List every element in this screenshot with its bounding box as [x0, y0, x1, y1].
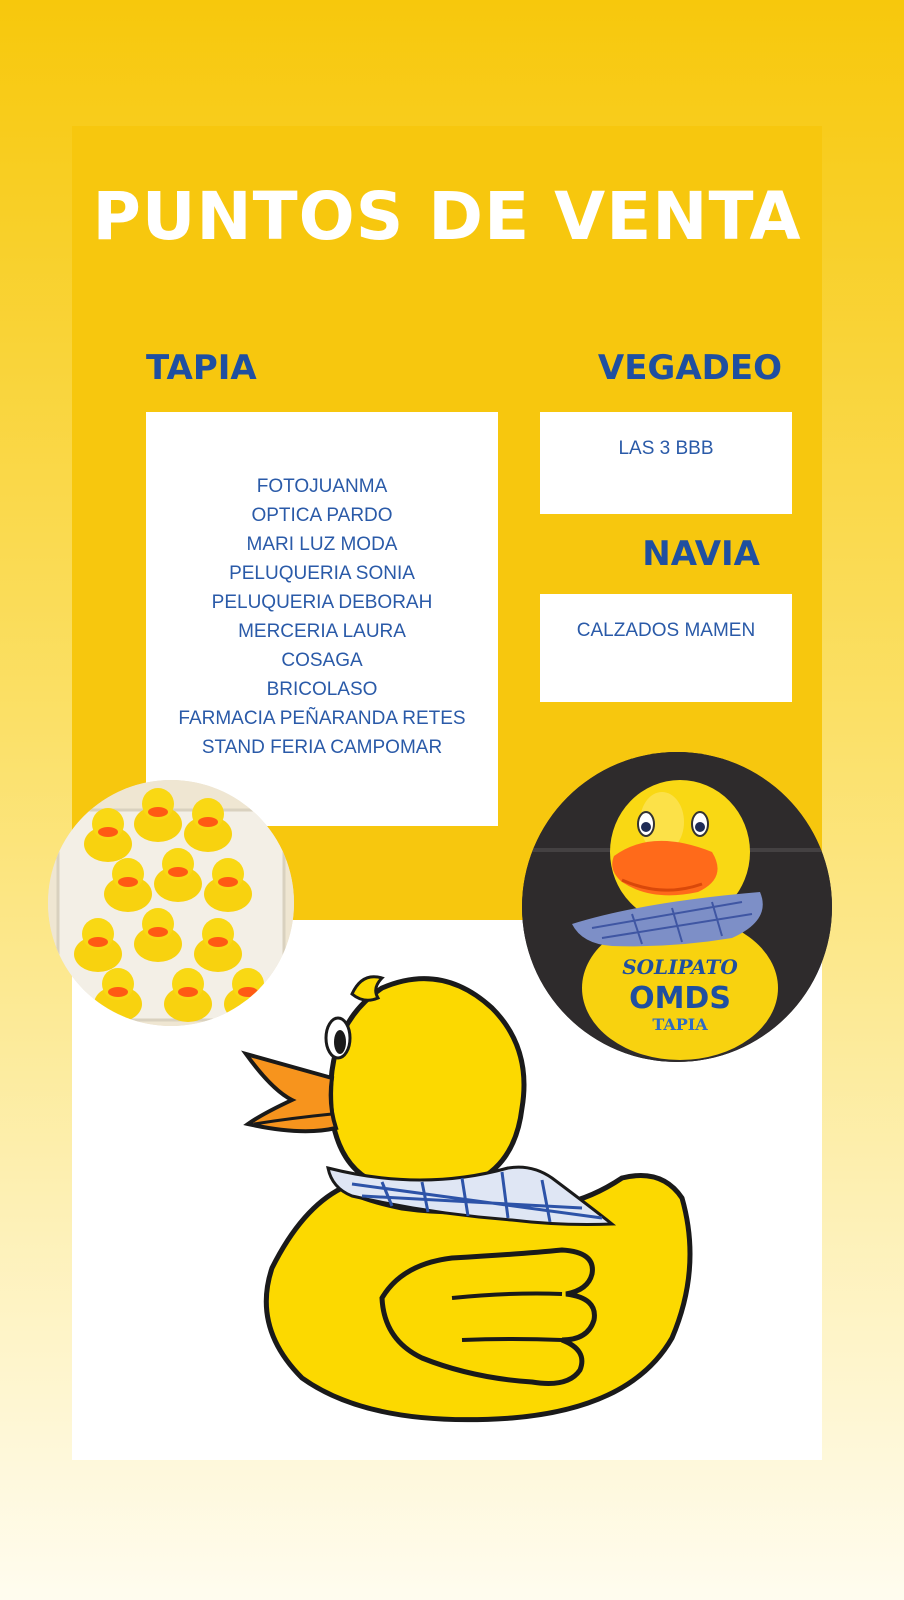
list-item: COSAGA: [281, 650, 363, 671]
navia-heading: NAVIA: [642, 534, 760, 574]
duck-illustration: [232, 968, 712, 1438]
list-item: PELUQUERIA DEBORAH: [211, 592, 433, 613]
list-item: LAS 3 BBB: [618, 438, 714, 459]
duck-beak: [208, 937, 228, 947]
duck-print-line2: OMDS: [629, 981, 731, 1016]
navia-shop-list: [540, 594, 792, 702]
list-item: PELUQUERIA SONIA: [229, 563, 415, 584]
duck-beak: [118, 877, 138, 887]
duck-beak: [178, 987, 198, 997]
list-item: MERCERIA LAURA: [238, 621, 406, 642]
duck-beak: [88, 937, 108, 947]
list-item: CALZADOS MAMEN: [576, 620, 756, 641]
vegadeo-shop-list: [540, 412, 792, 514]
big-duck-drawing: [232, 968, 712, 1438]
duck-beak: [198, 817, 218, 827]
list-item: OPTICA PARDO: [251, 505, 393, 526]
list-item: MARI LUZ MODA: [246, 534, 398, 555]
list-item: BRICOLASO: [266, 679, 378, 700]
duck-beak: [218, 877, 238, 887]
duck-beak: [108, 987, 128, 997]
duck-print-line3: TAPIA: [652, 1015, 708, 1034]
list-item: STAND FERIA CAMPOMAR: [201, 737, 443, 758]
vegadeo-heading: VEGADEO: [597, 348, 782, 388]
list-item: FOTOJUANMA: [256, 476, 388, 497]
tapia-shop-list: [146, 412, 498, 826]
duck-beak: [98, 827, 118, 837]
duck-beak: [168, 867, 188, 877]
duck-beak: [148, 927, 168, 937]
page-title: PUNTOS DE VENTA: [92, 178, 802, 255]
duck-print-line1: SOLIPATO: [622, 955, 738, 979]
list-item: FARMACIA PEÑARANDA RETES: [178, 708, 466, 729]
tapia-heading: TAPIA: [146, 348, 257, 388]
duck-beak: [148, 807, 168, 817]
